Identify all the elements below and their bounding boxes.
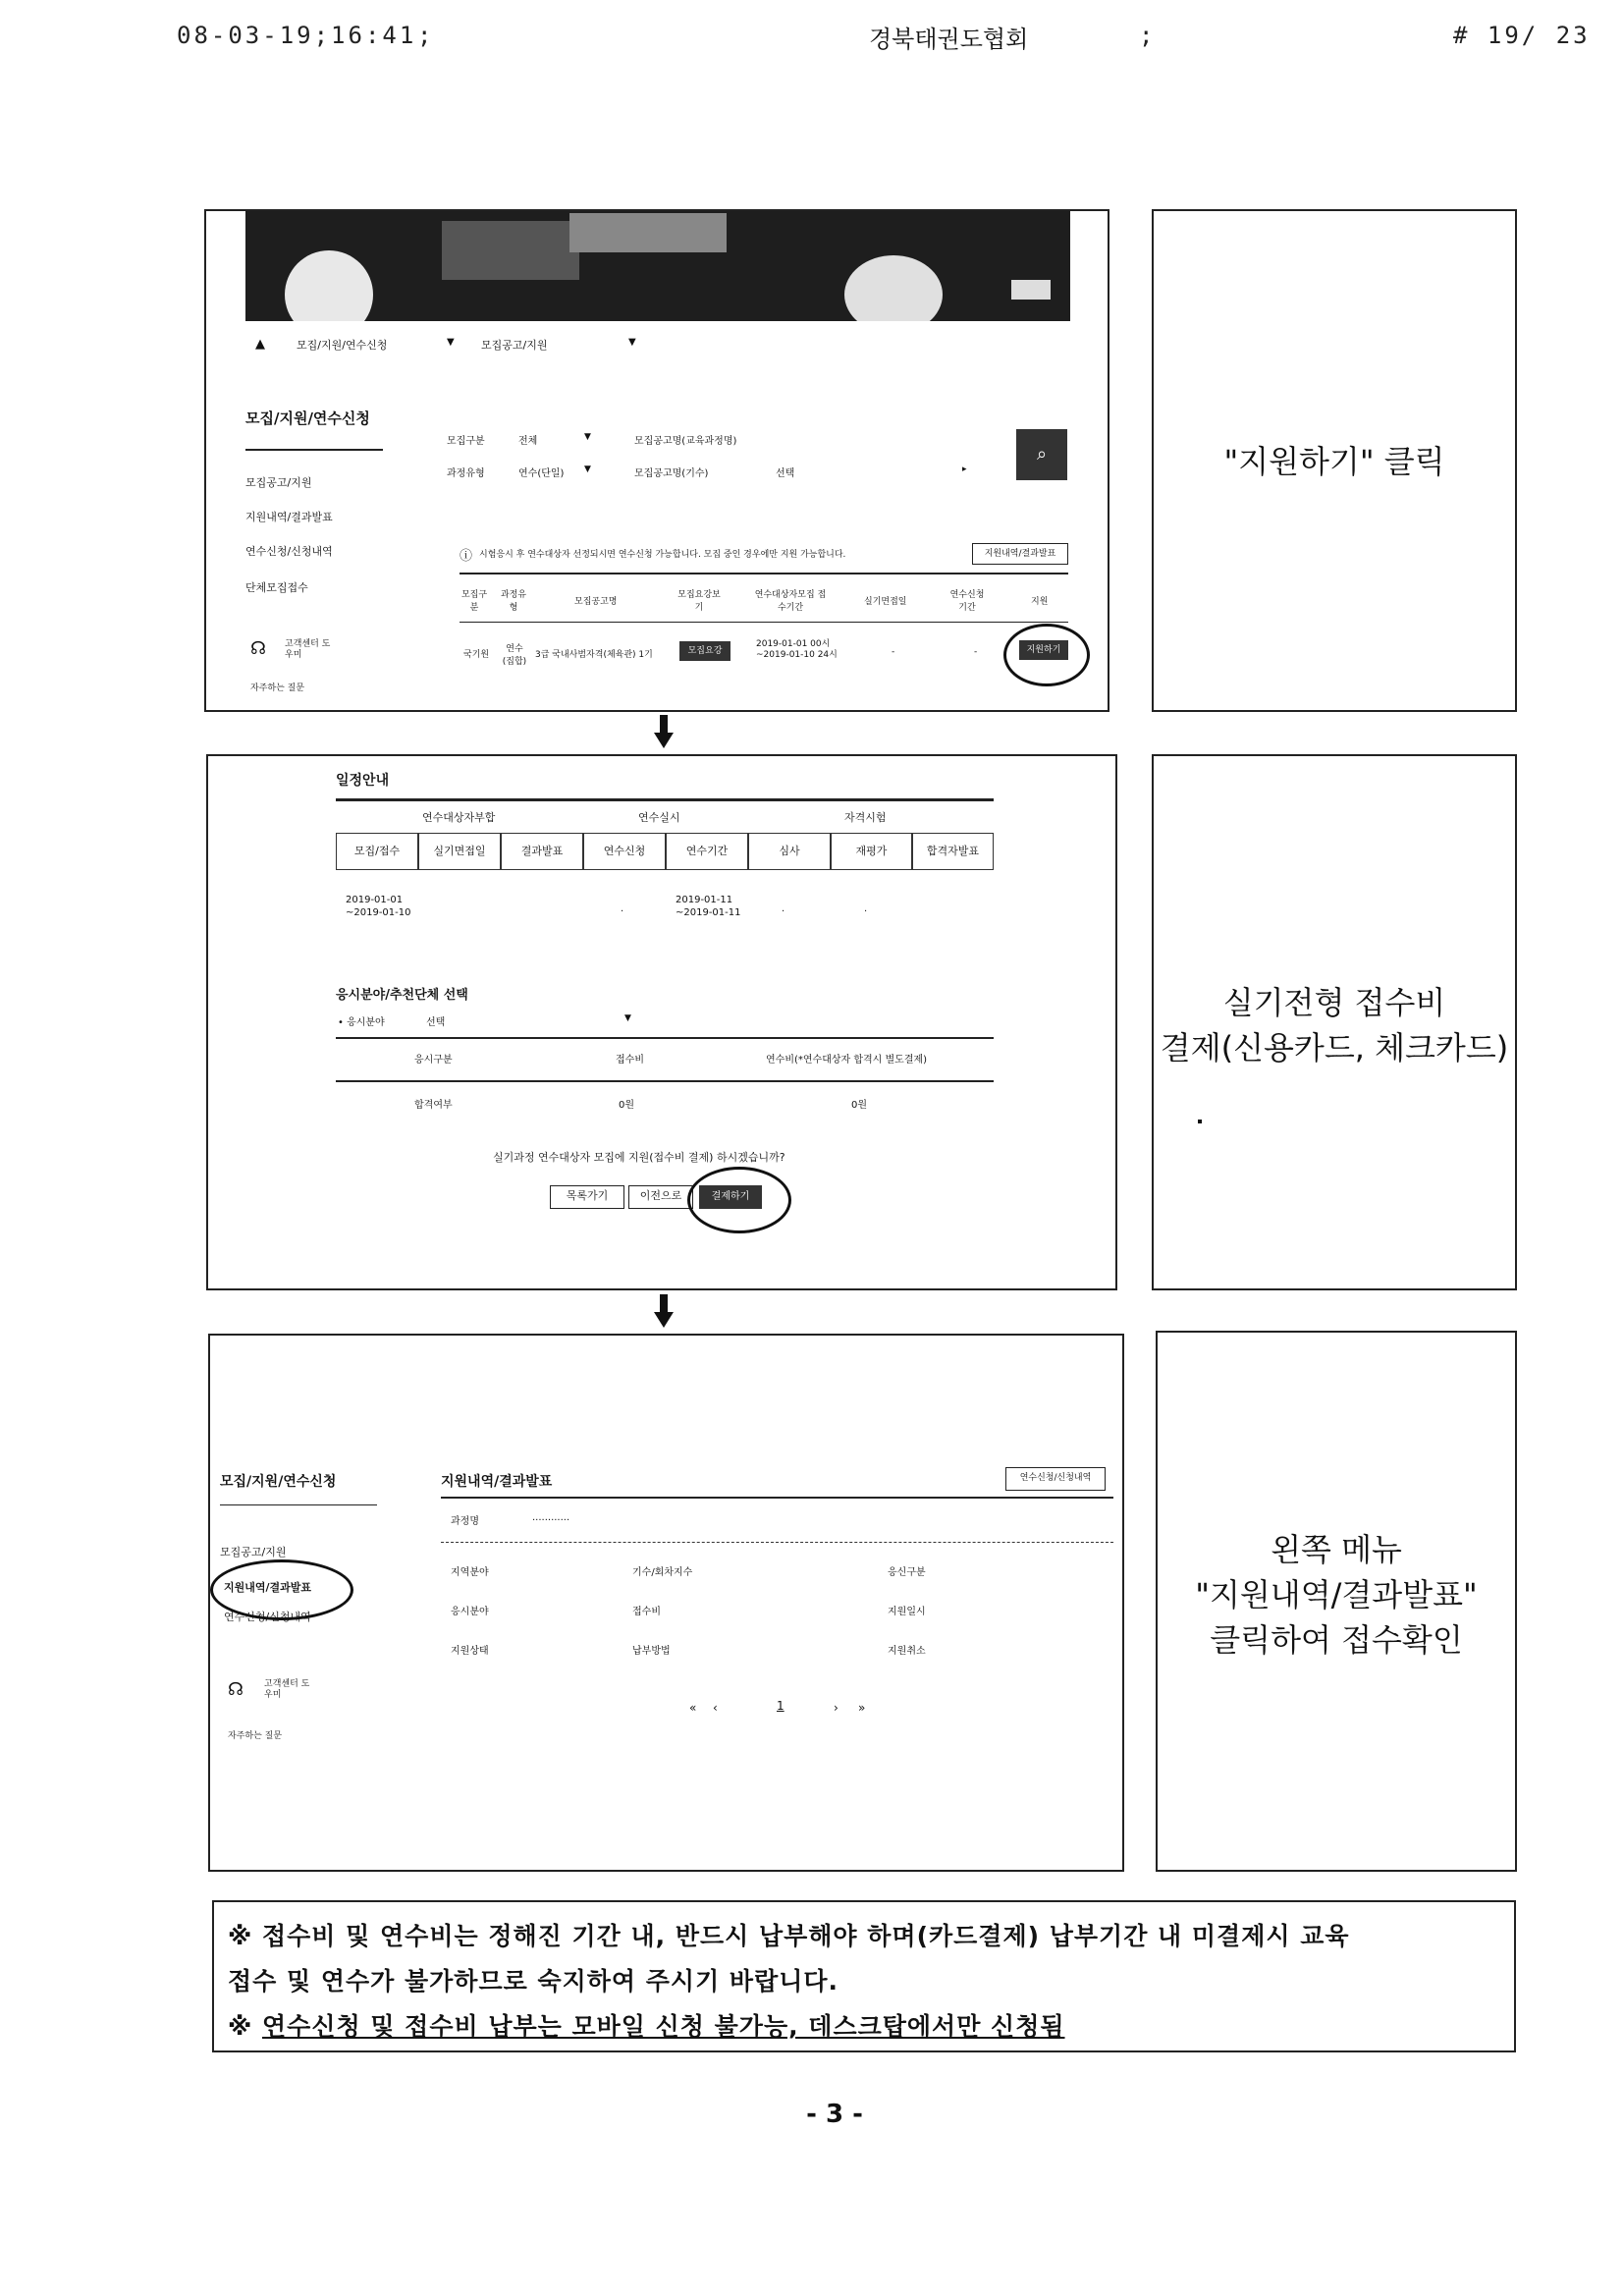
grid-label: 기수/회차지수 <box>632 1567 693 1578</box>
info-text: 시험응시 후 연수대상자 선정되시면 연수신청 가능합니다. 모집 중인 경우에만 지원 가능합니다. <box>479 550 846 560</box>
sidebar-title: 모집/지원/연수신청 <box>220 1474 337 1490</box>
notice-line: 접수 및 연수가 불가하므로 숙지하여 주시기 바랍니다. <box>228 1967 839 1995</box>
sidebar-item-training[interactable]: 연수신청/신청내역 <box>224 1611 311 1623</box>
caption-box-3 <box>1156 1331 1517 1872</box>
notice-mark: ※ <box>228 2012 263 2041</box>
headset-icon: ☊ <box>250 638 266 659</box>
grid-label: 응시분야 <box>451 1607 489 1617</box>
row-course: 연수(집합) <box>502 644 527 667</box>
screenshot-panel-2 <box>206 754 1117 1290</box>
headset-icon: ☊ <box>228 1679 243 1700</box>
divider <box>336 1080 994 1082</box>
schedule-header-row <box>336 833 994 870</box>
table-header: 과정유형 <box>500 590 527 613</box>
help-label[interactable]: 고객센터 도우미 <box>264 1679 310 1700</box>
apply-button[interactable]: 지원하기 <box>1019 640 1068 660</box>
caption-line: 왼쪽 메뉴 <box>1271 1531 1402 1568</box>
table-top-border <box>460 573 1068 574</box>
breadcrumb-item[interactable]: 모집/지원/연수신청 <box>297 339 388 352</box>
divider <box>441 1497 1113 1499</box>
breadcrumb-item[interactable]: 모집공고/지원 <box>481 339 548 352</box>
chevron-down-icon[interactable]: ▼ <box>447 337 455 348</box>
caption-line: 클릭하여 접수확인 <box>1210 1621 1463 1659</box>
faq-link[interactable]: 자주하는 질문 <box>228 1731 283 1741</box>
row-type: 국기원 <box>463 650 490 660</box>
category-select[interactable]: 선택 <box>426 1017 446 1028</box>
fax-datetime: 08-03-19;16:41 <box>177 22 417 49</box>
row-interview: - <box>892 647 895 657</box>
filter-select[interactable]: 선택 <box>776 468 795 479</box>
chevron-down-icon[interactable]: ▼ <box>628 337 636 348</box>
fax-separator: ; <box>417 22 435 49</box>
schedule-title: 일정안내 <box>336 773 390 789</box>
column-header: 재평가 <box>831 833 912 870</box>
filter-label: 모집공고명(교육과정명) <box>634 436 737 447</box>
divider <box>441 1542 1113 1543</box>
pagination-last[interactable]: » <box>858 1701 866 1715</box>
fee-header: 응시구분 <box>414 1055 453 1066</box>
pay-button[interactable]: 결제하기 <box>699 1185 762 1209</box>
list-button[interactable]: 목록가기 <box>550 1185 624 1209</box>
column-header: 모집/접수 <box>336 833 418 870</box>
home-icon[interactable]: ▲ <box>255 337 265 352</box>
arrow-down-icon <box>654 1294 674 1328</box>
back-button[interactable]: 이전으로 <box>628 1185 693 1209</box>
caption-box-1 <box>1152 209 1517 712</box>
filter-select[interactable]: 전체 <box>518 436 538 447</box>
chevron-down-icon[interactable]: ▼ <box>584 432 591 442</box>
grid-label: 지원상태 <box>451 1646 489 1657</box>
notice-box <box>212 1900 1516 2052</box>
caption-line: 실기전형 접수비 <box>1222 984 1446 1021</box>
schedule-cell: . <box>782 903 785 914</box>
row-name[interactable]: 3급 국내사범자격(체육관) 1기 <box>535 650 653 660</box>
section-title: 응시분야/추천단체 선택 <box>336 988 468 1003</box>
page-title: 지원내역/결과발표 <box>441 1474 553 1490</box>
notice-underlined: 연수신청 및 접수비 납부는 모바일 신청 불가능, 데스크탑에서만 신청됨 <box>262 2012 1065 2041</box>
fax-sender: 경북태권도협회 <box>869 26 1029 53</box>
table-header: 모집요강보기 <box>677 590 721 613</box>
column-header: 연수기간 <box>666 833 748 870</box>
fee-header: 연수비(*연수대상자 합격시 별도결제) <box>766 1055 928 1066</box>
group-header: 자격시험 <box>844 811 887 824</box>
highlight-circle <box>210 1559 353 1620</box>
pagination-first[interactable]: « <box>689 1701 697 1715</box>
schedule-cell: 2019-01-11 ~2019-01-11 <box>676 895 741 918</box>
sidebar-item-training[interactable]: 연수신청/신청내역 <box>245 545 333 558</box>
group-header: 연수대상자부합 <box>422 811 496 824</box>
grid-label: 응신구분 <box>888 1567 926 1578</box>
filter-label: 과정유형 <box>447 468 485 479</box>
sidebar-item-history[interactable]: 지원내역/결과발표 <box>245 511 333 523</box>
grid-label: 접수비 <box>632 1607 661 1617</box>
fax-page: # 19/ 23 <box>1453 22 1591 49</box>
speck <box>1198 1120 1202 1123</box>
fee-cell: 0원 <box>851 1100 868 1111</box>
table-header: 실기면접일 <box>864 597 907 607</box>
caption-line: 결제(신용카드, 체크카드) <box>1160 1029 1509 1066</box>
screenshot-panel-3 <box>208 1334 1124 1872</box>
column-header: 결과발표 <box>501 833 583 870</box>
pagination-prev[interactable]: ‹ <box>713 1701 718 1715</box>
caption-text: "지원하기" 클릭 <box>1223 443 1445 480</box>
column-header: 실기면접일 <box>418 833 501 870</box>
table-header: 지원 <box>1031 597 1049 607</box>
table-header: 모집공고명 <box>574 597 618 607</box>
group-header: 연수실시 <box>638 811 680 824</box>
notice-line: ※ 접수비 및 연수비는 정해진 기간 내, 반드시 납부해야 하며(카드결제) 납부기간 내 미결제시 교육 <box>228 1922 1350 1950</box>
schedule-cell: 2019-01-01 ~2019-01-10 <box>346 895 411 918</box>
table-header: 연수신청기간 <box>949 590 985 613</box>
grid-label: 납부방법 <box>632 1646 671 1657</box>
filter-label: 모집공고명(기수) <box>634 468 709 479</box>
confirm-question: 실기과정 연수대상자 모집에 지원(접수비 결제) 하시겠습니까? <box>493 1151 785 1164</box>
column-header: 합격자발표 <box>912 833 994 870</box>
help-label[interactable]: 고객센터 도우미 <box>285 639 331 660</box>
filter-select[interactable]: 연수(단일) <box>518 468 565 479</box>
divider <box>245 449 383 451</box>
schedule-cell: . <box>864 903 868 914</box>
sidebar-item-recruit[interactable]: 모집공고/지원 <box>245 476 312 489</box>
caption-box-2 <box>1152 754 1517 1290</box>
row-apply-period: - <box>974 647 978 657</box>
info-icon: ⓘ <box>460 549 473 564</box>
course-label: 과정명 <box>451 1516 479 1527</box>
history-button[interactable]: 지원내역/결과발표 <box>972 543 1068 565</box>
faq-link[interactable]: 자주하는 질문 <box>250 683 305 693</box>
highlight-circle <box>1003 624 1090 686</box>
select-label: • 응시분야 <box>338 1017 385 1028</box>
column-header: 심사 <box>748 833 831 870</box>
training-history-button[interactable]: 연수신청/신청내역 <box>1005 1467 1106 1491</box>
row-period: 2019-01-01 00시 ~2019-01-10 24시 <box>756 639 838 660</box>
caption-line: "지원내역/결과발표" <box>1195 1576 1478 1613</box>
chevron-down-icon[interactable]: ▸ <box>962 465 967 474</box>
search-button[interactable]: ⌕ <box>1016 429 1067 480</box>
grid-label: 지원취소 <box>888 1646 926 1657</box>
pagination-next[interactable]: › <box>834 1701 839 1715</box>
sidebar-item-history[interactable]: 지원내역/결과발표 <box>224 1581 312 1594</box>
divider <box>460 622 1068 623</box>
screenshot-panel-1 <box>204 209 1109 712</box>
grid-label: 지원일시 <box>888 1607 926 1617</box>
arrow-down-icon <box>654 715 674 748</box>
guide-button[interactable]: 모집요강 <box>679 641 730 661</box>
chevron-down-icon[interactable]: ▼ <box>584 465 591 474</box>
divider <box>336 1037 994 1039</box>
fee-header: 접수비 <box>616 1055 644 1066</box>
highlight-circle <box>687 1167 791 1233</box>
chevron-down-icon[interactable]: ▼ <box>624 1013 631 1023</box>
grid-label: 지역분야 <box>451 1567 489 1578</box>
fee-cell: 0원 <box>619 1100 635 1111</box>
table-header: 연수대상자모집 접수기간 <box>754 590 827 613</box>
column-header: 연수신청 <box>583 833 666 870</box>
fax-separator: ; <box>1139 22 1157 49</box>
course-value: ............ <box>532 1512 570 1523</box>
divider <box>220 1504 377 1505</box>
sidebar-item-group[interactable]: 단체모집접수 <box>245 581 308 594</box>
sidebar-item-recruit[interactable]: 모집공고/지원 <box>220 1546 287 1558</box>
sidebar-title: 모집/지원/연수신청 <box>245 410 370 427</box>
page-number: - 3 - <box>806 2100 863 2129</box>
table-header: 모집구분 <box>460 590 488 613</box>
banner-image <box>245 211 1070 321</box>
table-top-border <box>336 798 994 801</box>
schedule-cell: . <box>621 903 624 914</box>
fee-cell: 합격여부 <box>414 1100 453 1111</box>
filter-label: 모집구분 <box>447 436 485 447</box>
pagination-current[interactable]: 1 <box>777 1699 784 1713</box>
notice-line <box>228 2004 1500 2050</box>
